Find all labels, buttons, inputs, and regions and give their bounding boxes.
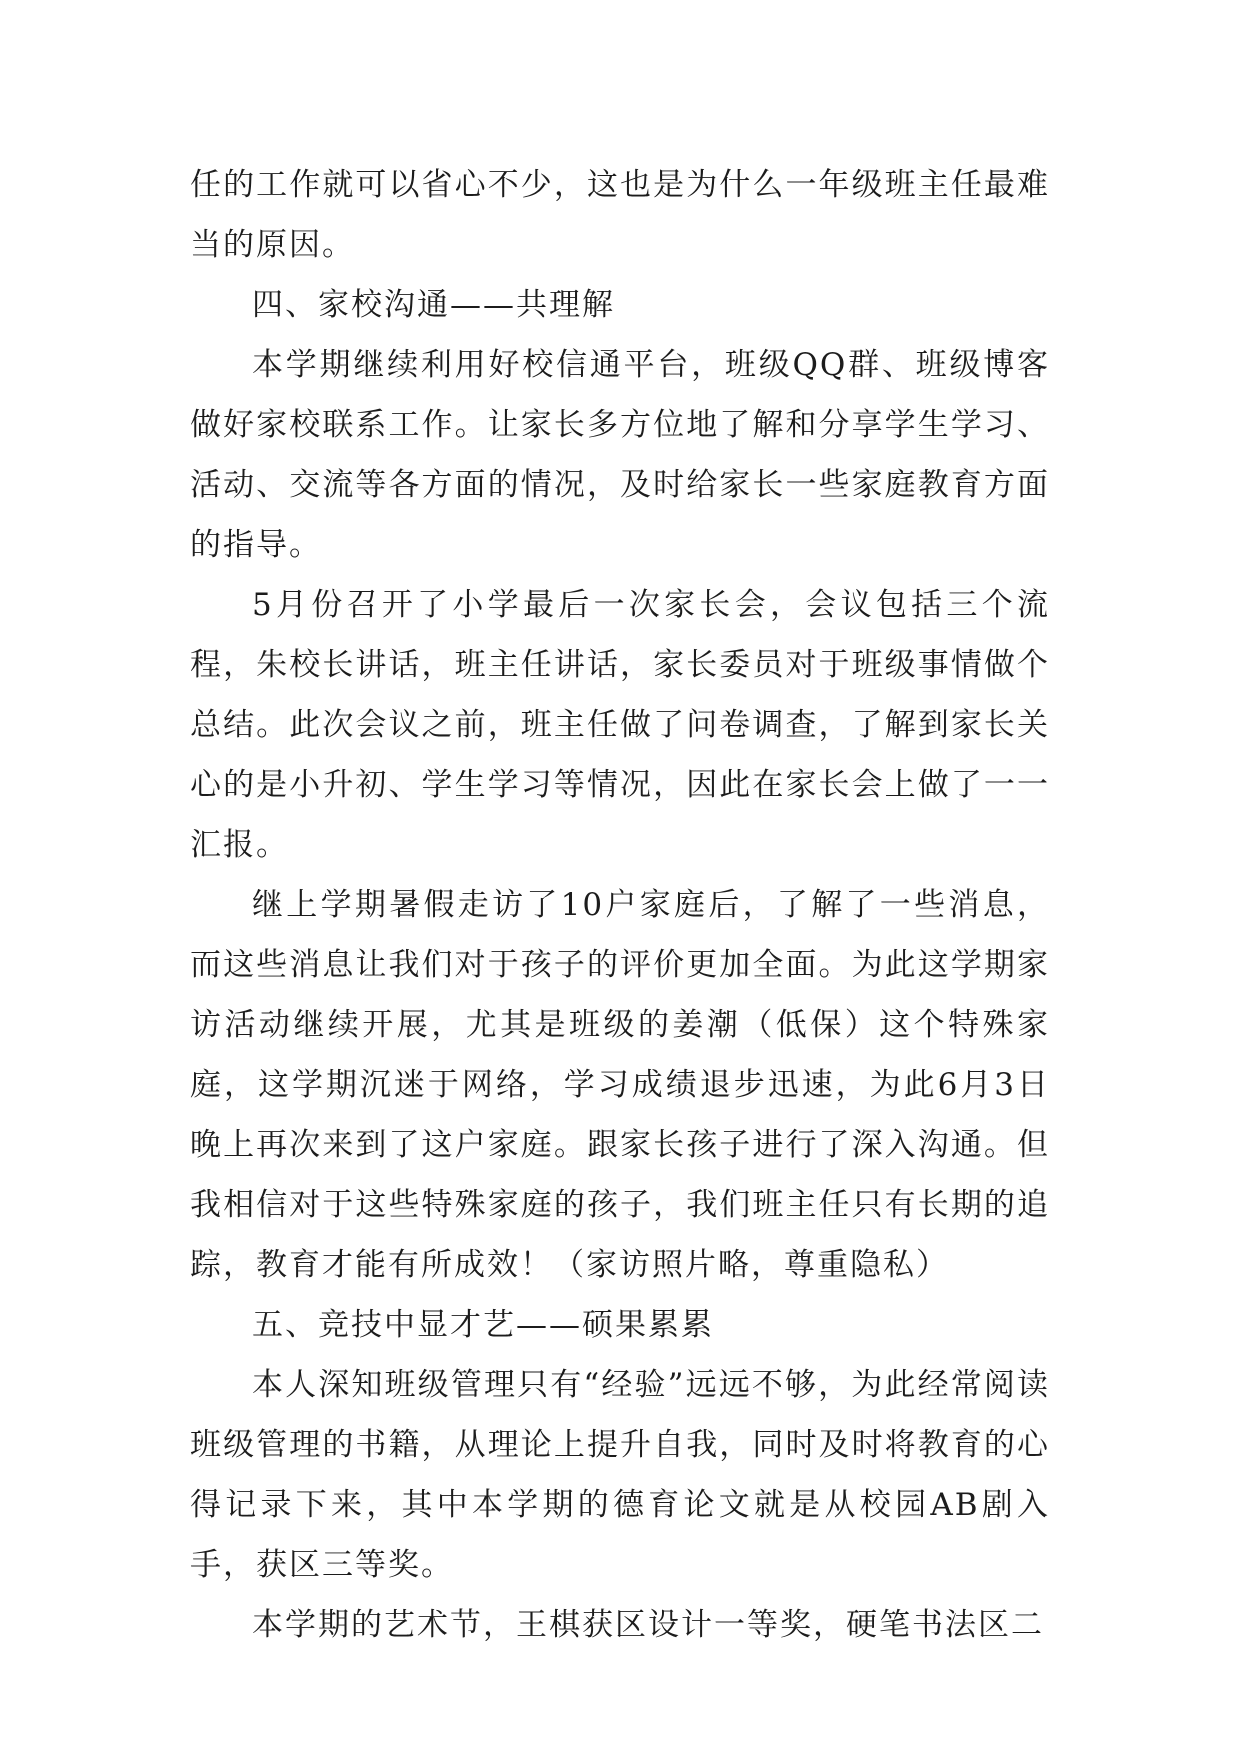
- paragraph-continuation: 任的工作就可以省心不少，这也是为什么一年级班主任最难当的原因。: [190, 167, 1050, 263]
- paragraph-management-study: 本人深知班级管理只有“经验”远远不够，为此经常阅读班级管理的书籍，从理论上提升自我，同时及时将教育的心得记录下来，其中本学期的德育论文就是从校园AB剧入手，获区三等奖。: [190, 1367, 1050, 1583]
- paragraph-home-visits: 继上学期暑假走访了10户家庭后，了解了一些消息，而这些消息让我们对于孩子的评价更加全面。为此这学期家访活动继续开展，尤其是班级的姜潮（低保）这个特殊家庭，这学期沉迷于网络，学习成绩退步迅速，为此6月3日晚上再次来到了这户家庭。跟家长孩子进行了深入沟通。但我相信对于这些特殊家庭的孩子，我们班主任只有长期的追踪，教育才能有所成效！（家访照片略，尊重隐私）: [190, 887, 1050, 1283]
- section-heading-4: 四、家校沟通——共理解: [252, 287, 615, 323]
- paragraph-parent-meeting: 5月份召开了小学最后一次家长会，会议包括三个流程，朱校长讲话，班主任讲话，家长委员对于班级事情做个总结。此次会议之前，班主任做了问卷调查，了解到家长关心的是小升初、学生学习等情况，因此在家长会上做了一一汇报。: [190, 587, 1050, 863]
- document-body: [190, 155, 1050, 1655]
- paragraph-platform: 本学期继续利用好校信通平台，班级QQ群、班级博客做好家校联系工作。让家长多方位地了解和分享学生学习、活动、交流等各方面的情况，及时给家长一些家庭教育方面的指导。: [190, 347, 1050, 563]
- paragraph-art-festival: 本学期的艺术节，王棋获区设计一等奖，硬笔书法区二: [252, 1607, 1044, 1643]
- section-heading-5: 五、竞技中显才艺——硕果累累: [252, 1307, 714, 1343]
